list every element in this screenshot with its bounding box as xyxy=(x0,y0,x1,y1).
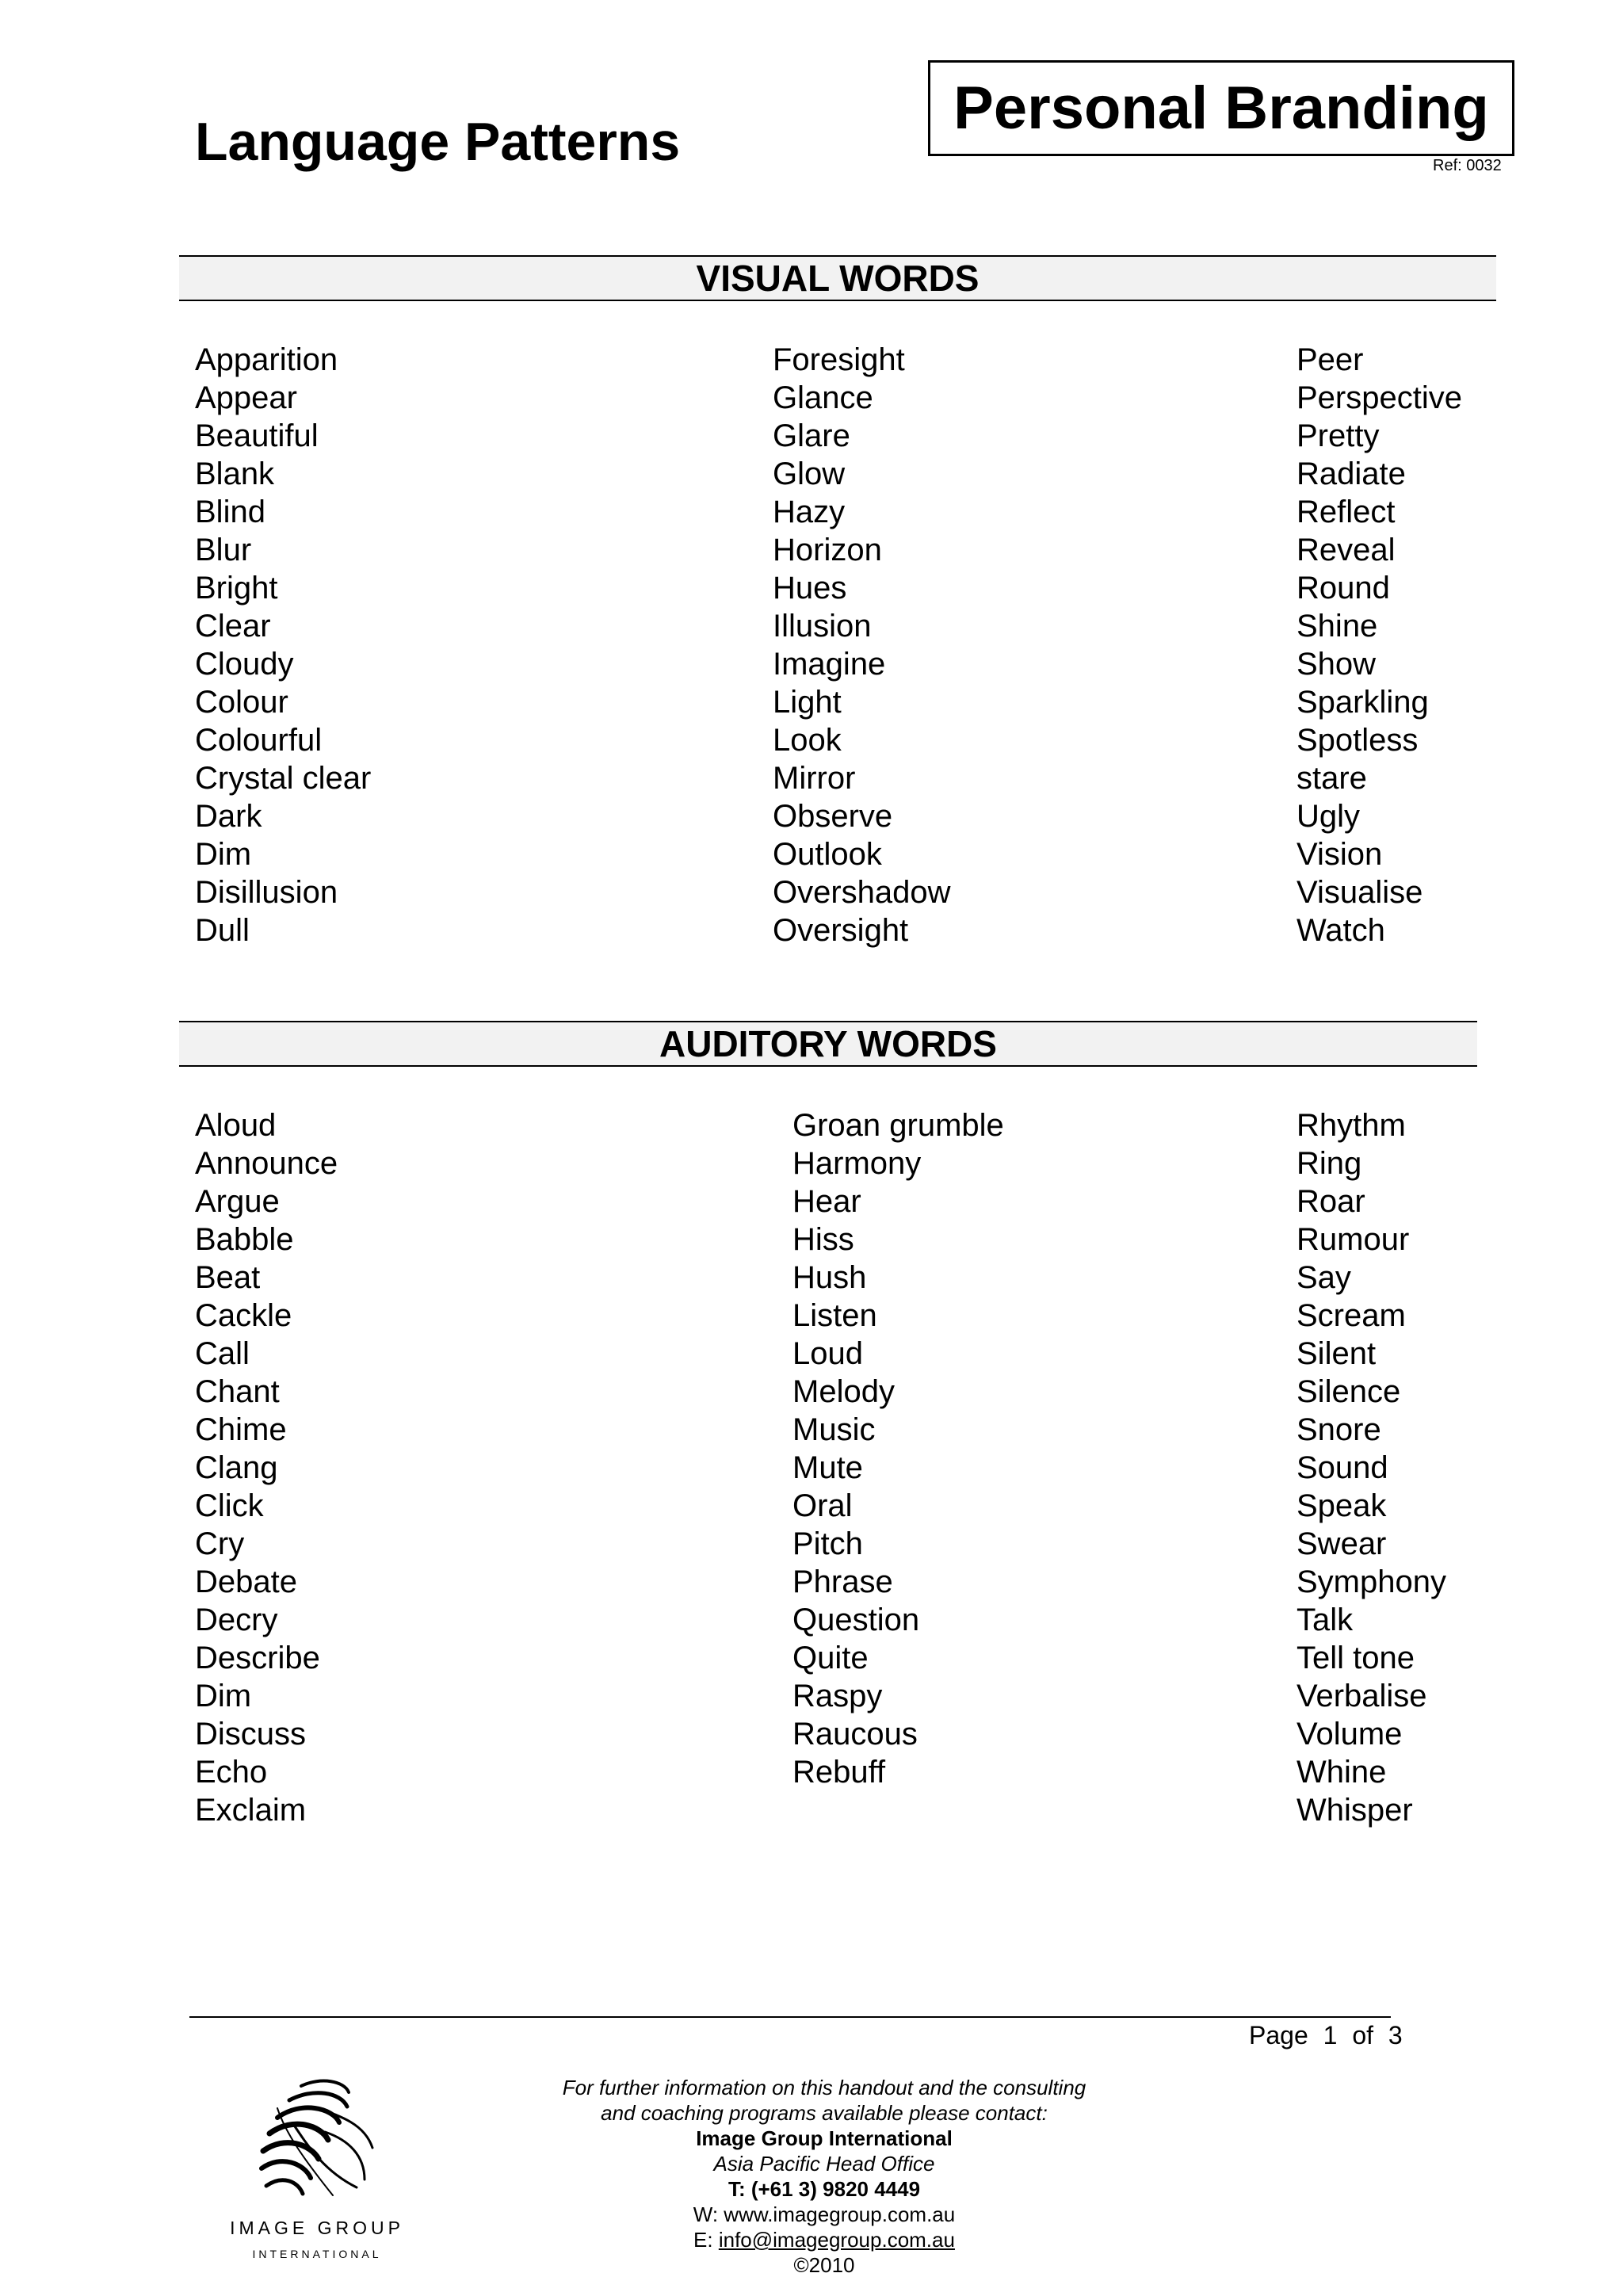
word-item: Music xyxy=(792,1412,876,1447)
auditory-words-heading: AUDITORY WORDS xyxy=(179,1021,1477,1067)
word-item: Speak xyxy=(1296,1488,1387,1523)
word-item: Watch xyxy=(1296,913,1385,948)
word-item: Ugly xyxy=(1296,799,1361,834)
word-item: Rumour xyxy=(1296,1222,1410,1257)
word-item: Blur xyxy=(195,533,252,567)
word-item: Hazy xyxy=(773,495,846,529)
word-item: Shine xyxy=(1296,609,1378,644)
word-item: Argue xyxy=(195,1184,280,1219)
page-total: 3 xyxy=(1388,2021,1403,2050)
auditory-column-3 xyxy=(1296,1106,1446,1829)
contact-line-2: and coaching programs available please contact: xyxy=(601,2101,1048,2125)
word-item: Glow xyxy=(773,457,846,491)
word-item: Mirror xyxy=(773,761,856,796)
page-of: of xyxy=(1352,2021,1373,2050)
word-item: Raspy xyxy=(792,1679,883,1713)
word-item: Listen xyxy=(792,1298,877,1333)
word-item: Overshadow xyxy=(773,875,951,910)
word-item: Volume xyxy=(1296,1717,1403,1752)
word-item: Look xyxy=(773,723,842,758)
word-item: Talk xyxy=(1296,1603,1354,1637)
word-item: Hush xyxy=(792,1260,867,1295)
word-item: Reveal xyxy=(1296,533,1396,567)
word-item: Sparkling xyxy=(1296,685,1429,720)
word-item: Melody xyxy=(792,1374,895,1409)
footer-divider xyxy=(189,2016,1391,2018)
page-number xyxy=(1249,2021,1411,2050)
word-item: Vision xyxy=(1296,837,1383,872)
visual-column-1 xyxy=(195,341,371,949)
word-item: Quite xyxy=(792,1641,869,1675)
word-item: Oversight xyxy=(773,913,909,948)
word-item: Loud xyxy=(792,1336,863,1371)
company-name: Image Group International xyxy=(696,2126,953,2150)
word-item: Beautiful xyxy=(195,418,319,453)
word-item: Visualise xyxy=(1296,875,1423,910)
word-item: Symphony xyxy=(1296,1564,1446,1599)
swirl-logo-icon xyxy=(246,2076,388,2211)
word-item: Illusion xyxy=(773,609,872,644)
phone-number: T: (+61 3) 9820 4449 xyxy=(727,2177,921,2201)
word-item: Dim xyxy=(195,1679,252,1713)
word-item: Sound xyxy=(1296,1450,1388,1485)
word-item: Peer xyxy=(1296,342,1364,377)
visual-words-heading: VISUAL WORDS xyxy=(179,255,1496,301)
word-item: Beat xyxy=(195,1260,261,1295)
word-item: Cloudy xyxy=(195,647,294,682)
word-item: Discuss xyxy=(195,1717,307,1752)
word-item: Say xyxy=(1296,1260,1351,1295)
word-item: Aloud xyxy=(195,1108,277,1143)
word-item: Dull xyxy=(195,913,250,948)
word-item: Blind xyxy=(195,495,265,529)
word-item: Perspective xyxy=(1296,380,1462,415)
word-item: Whine xyxy=(1296,1755,1387,1790)
word-item: Chant xyxy=(195,1374,280,1409)
word-item: Swear xyxy=(1296,1526,1387,1561)
image-group-logo xyxy=(214,2076,420,2259)
word-item: Chime xyxy=(195,1412,287,1447)
word-item: Mute xyxy=(792,1450,863,1485)
word-item: Foresight xyxy=(773,342,905,377)
email-label: E: xyxy=(693,2228,713,2252)
word-item: Rebuff xyxy=(792,1755,886,1790)
word-item: Roar xyxy=(1296,1184,1365,1219)
word-item: Verbalise xyxy=(1296,1679,1427,1713)
word-item: Glare xyxy=(773,418,850,453)
word-item: Blank xyxy=(195,457,275,491)
word-item: Cry xyxy=(195,1526,245,1561)
word-item: Whisper xyxy=(1296,1793,1413,1828)
word-item: Observe xyxy=(773,799,893,834)
word-item: Hiss xyxy=(792,1222,854,1257)
page-label: Page xyxy=(1249,2021,1308,2050)
word-item: Silent xyxy=(1296,1336,1377,1371)
word-item: Show xyxy=(1296,647,1377,682)
page-current: 1 xyxy=(1323,2021,1338,2050)
visual-column-2 xyxy=(773,341,951,949)
word-item: Exclaim xyxy=(195,1793,307,1828)
word-item: Click xyxy=(195,1488,264,1523)
word-item: Colour xyxy=(195,685,288,720)
website-link[interactable]: www.imagegroup.com.au xyxy=(724,2202,956,2226)
word-item: Cackle xyxy=(195,1298,292,1333)
word-item: Babble xyxy=(195,1222,294,1257)
contact-line-1: For further information on this handout and the consulting xyxy=(562,2076,1086,2099)
auditory-column-2 xyxy=(792,1106,1004,1791)
contact-block xyxy=(475,2075,1173,2278)
word-item: Question xyxy=(792,1603,920,1637)
word-item: Bright xyxy=(195,571,278,606)
word-item: Appear xyxy=(195,380,297,415)
email-link[interactable]: info@imagegroup.com.au xyxy=(718,2228,955,2252)
word-item: Light xyxy=(773,685,842,720)
word-item: Raucous xyxy=(792,1717,918,1752)
word-item: Horizon xyxy=(773,533,882,567)
word-item: Dim xyxy=(195,837,252,872)
word-item: Imagine xyxy=(773,647,886,682)
word-item: Spotless xyxy=(1296,723,1419,758)
word-item: Apparition xyxy=(195,342,338,377)
word-item: Crystal clear xyxy=(195,761,372,796)
word-item: Colourful xyxy=(195,723,323,758)
word-item: Reflect xyxy=(1296,495,1396,529)
word-item: Snore xyxy=(1296,1412,1381,1447)
word-item: Hear xyxy=(792,1184,861,1219)
word-item: Call xyxy=(195,1336,250,1371)
word-item: Scream xyxy=(1296,1298,1406,1333)
word-item: Phrase xyxy=(792,1564,893,1599)
page-title: Language Patterns xyxy=(195,112,681,172)
word-item: Describe xyxy=(195,1641,320,1675)
word-item: Oral xyxy=(792,1488,853,1523)
word-item: Pretty xyxy=(1296,418,1380,453)
brand-title: Personal Branding xyxy=(953,74,1489,142)
word-item: Announce xyxy=(195,1146,338,1181)
reference-number: Ref: 0032 xyxy=(1433,157,1502,174)
word-item: Outlook xyxy=(773,837,882,872)
visual-column-3 xyxy=(1296,341,1462,949)
word-item: Disillusion xyxy=(195,875,338,910)
word-item: Glance xyxy=(773,380,873,415)
brand-box xyxy=(928,60,1514,156)
word-item: Hues xyxy=(773,571,847,606)
word-item: Pitch xyxy=(792,1526,863,1561)
word-item: Rhythm xyxy=(1296,1108,1406,1143)
word-item: Silence xyxy=(1296,1374,1401,1409)
word-item: Harmony xyxy=(792,1146,922,1181)
word-item: Ring xyxy=(1296,1146,1362,1181)
word-item: Tell tone xyxy=(1296,1641,1415,1675)
email-line xyxy=(475,2227,1173,2252)
word-item: Clang xyxy=(195,1450,278,1485)
copyright: ©2010 xyxy=(793,2253,855,2277)
word-item: stare xyxy=(1296,761,1367,796)
website-line xyxy=(475,2202,1173,2227)
logo-subtitle: INTERNATIONAL xyxy=(252,2248,382,2260)
logo-wordmark: IMAGE GROUP xyxy=(230,2218,404,2238)
word-item: Clear xyxy=(195,609,271,644)
word-item: Round xyxy=(1296,571,1390,606)
auditory-column-1 xyxy=(195,1106,338,1829)
website-label: W: xyxy=(693,2202,719,2226)
word-item: Groan grumble xyxy=(792,1108,1004,1143)
office-name: Asia Pacific Head Office xyxy=(713,2152,935,2176)
word-item: Echo xyxy=(195,1755,268,1790)
word-item: Dark xyxy=(195,799,262,834)
word-item: Debate xyxy=(195,1564,297,1599)
word-item: Decry xyxy=(195,1603,278,1637)
word-item: Radiate xyxy=(1296,457,1406,491)
